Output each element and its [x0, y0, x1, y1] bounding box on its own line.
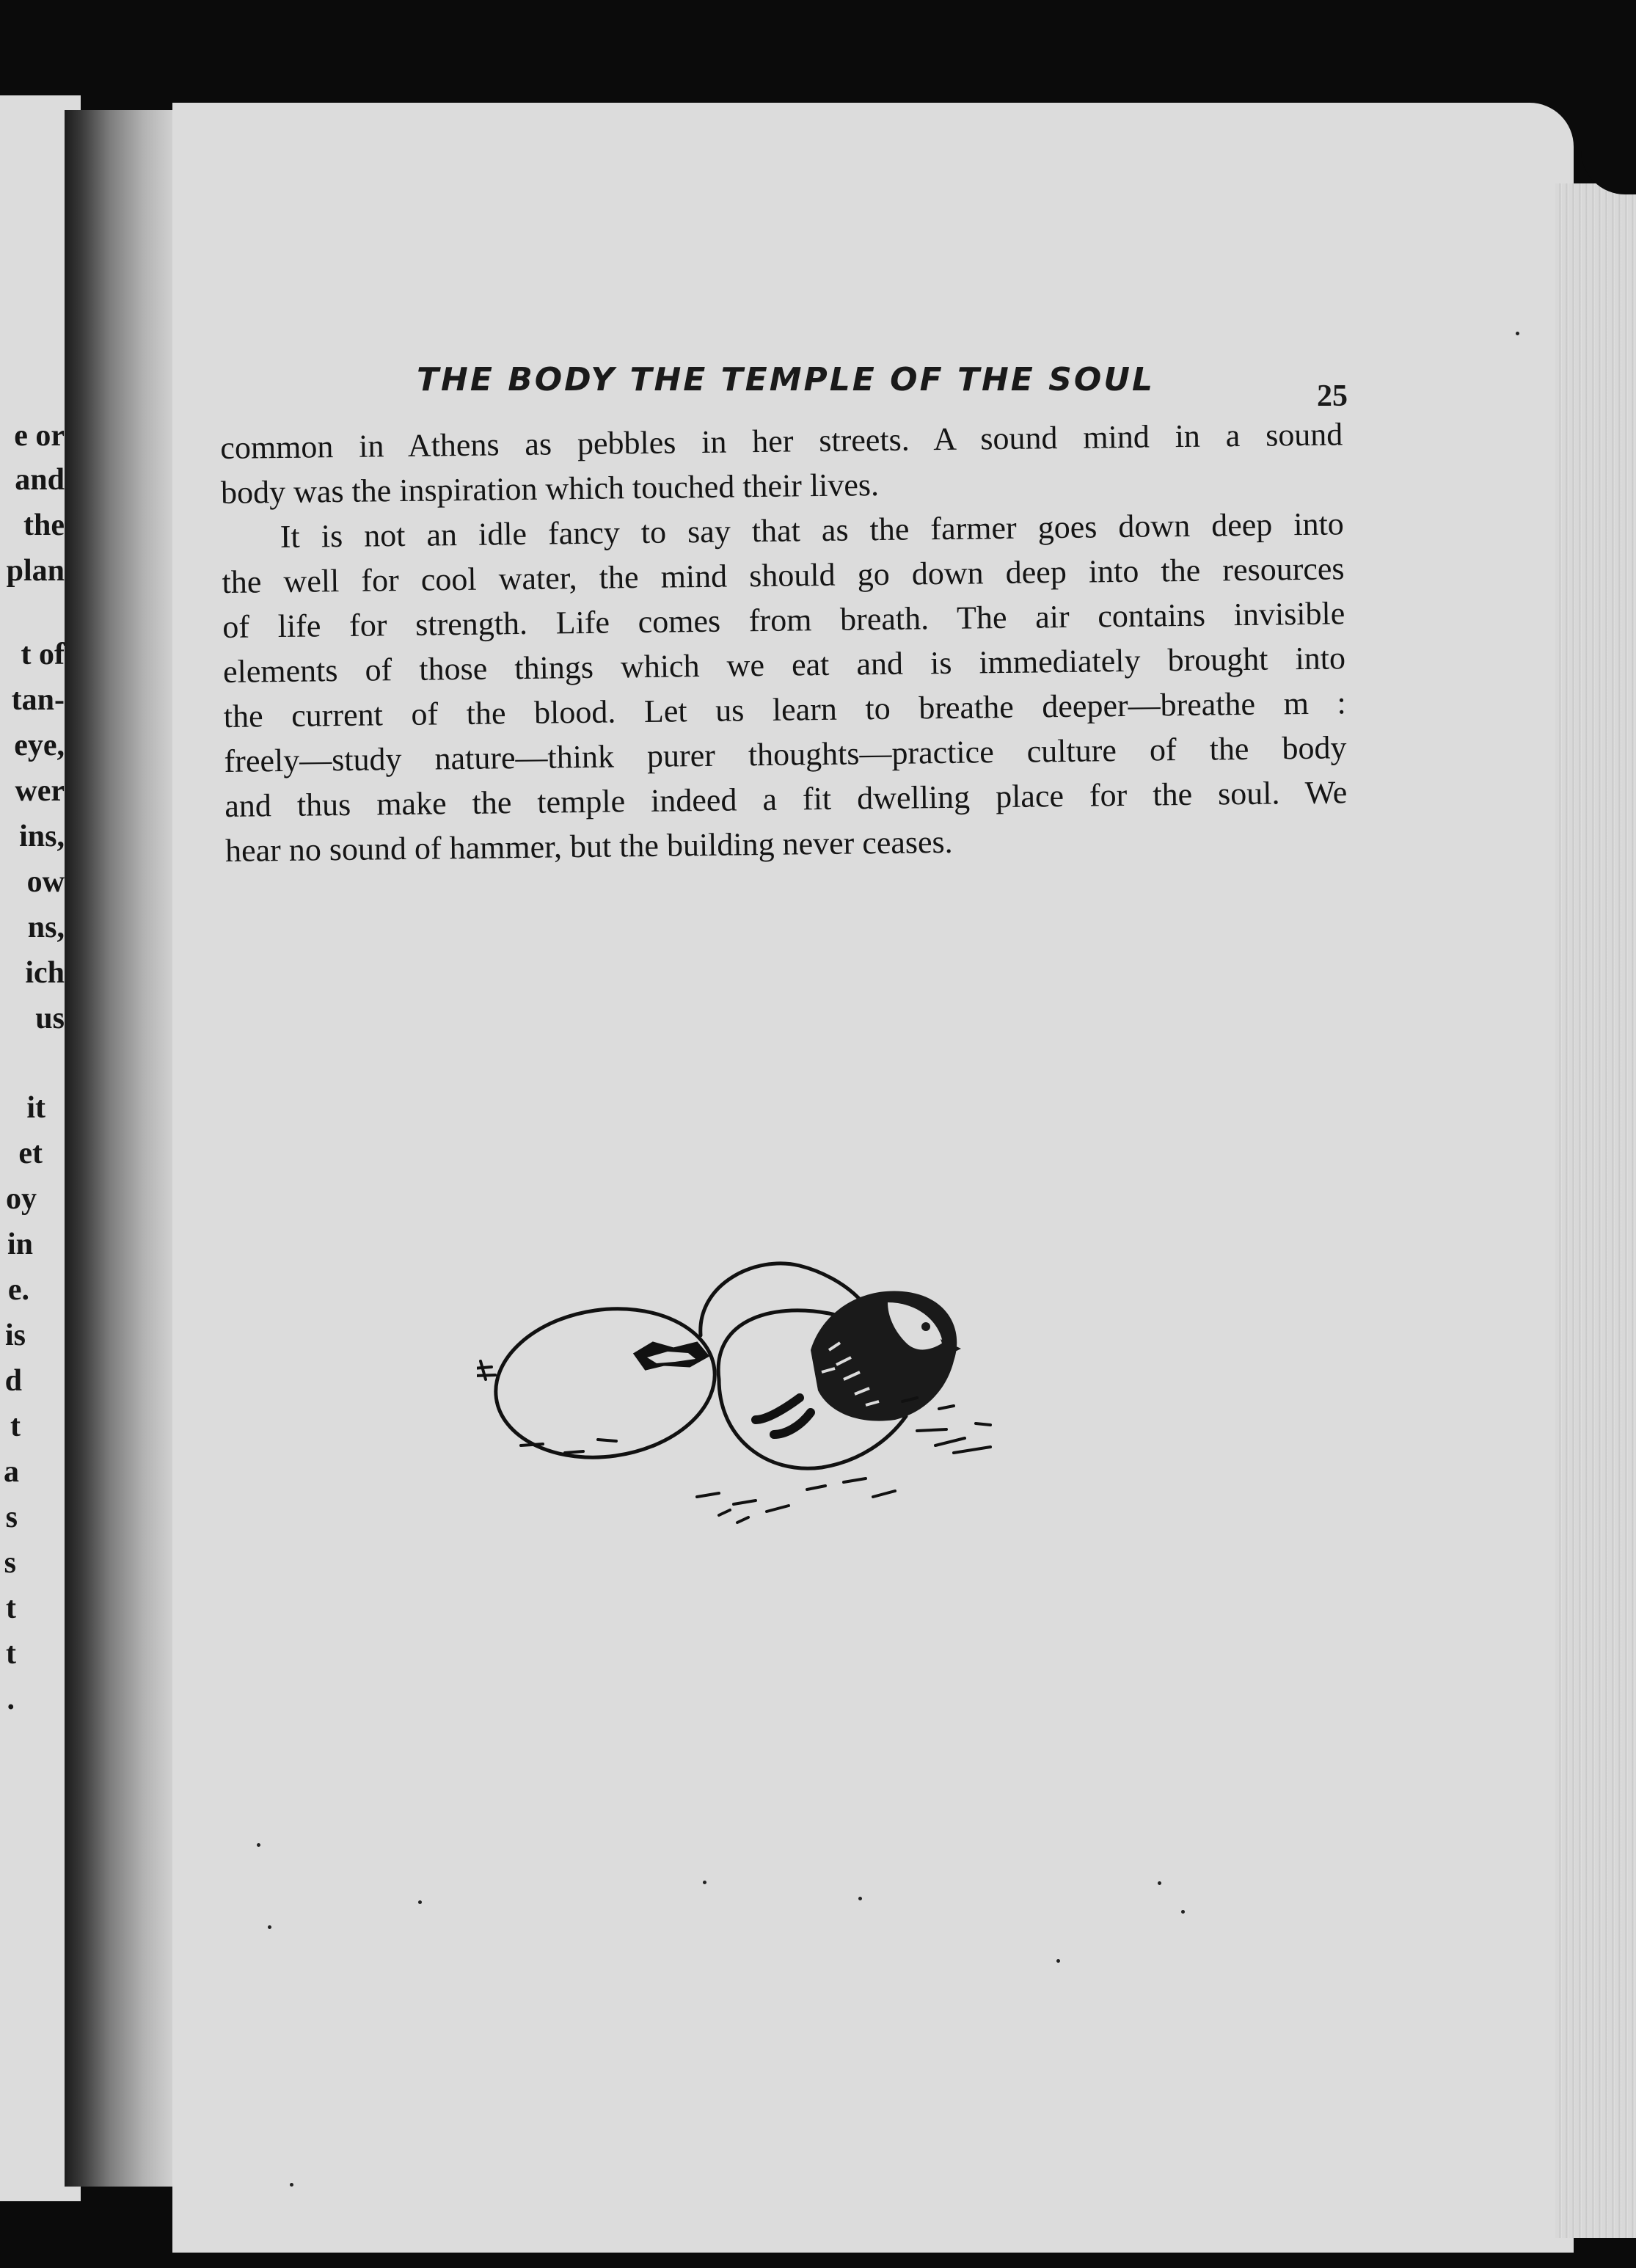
paragraph: [220, 412, 1343, 515]
facing-page-text: .: [7, 1682, 15, 1716]
facing-page-text: s: [4, 1546, 16, 1580]
speck: [418, 1900, 422, 1904]
facing-page-text: a: [4, 1455, 19, 1489]
running-head: THE BODY THE TEMPLE OF THE SOUL: [417, 361, 1155, 398]
facing-page-text: tan-: [11, 683, 65, 717]
facing-page-text: ich: [25, 956, 65, 990]
speck: [1516, 332, 1519, 335]
body-text: [220, 412, 1348, 873]
speck: [290, 2183, 293, 2187]
text-line: hear no sound of hammer, but the building never ceases.: [224, 823, 953, 869]
facing-page-text: s: [5, 1501, 18, 1534]
book-gutter-shadow: [65, 110, 178, 2187]
text-line: the current of the blood. Let us learn to breathe deeper—breathe m :: [223, 685, 1347, 734]
speck: [1158, 1881, 1161, 1885]
facing-page-text: et: [18, 1137, 43, 1170]
text-line: freely—study nature—think purer thoughts—practice culture of the body: [224, 729, 1347, 779]
page-edges: [1555, 183, 1636, 2238]
facing-page-text: t: [10, 1410, 21, 1443]
facing-page-text: t: [6, 1637, 16, 1671]
text-line: and thus make the temple indeed a fit dwelling place for the soul. We: [224, 774, 1348, 824]
facing-page-text: t of: [21, 638, 65, 671]
speck: [703, 1881, 706, 1884]
text-line: elements of those things which we eat and is immediately brought into: [222, 640, 1346, 690]
speck: [858, 1897, 862, 1900]
facing-page-text: and: [15, 463, 65, 497]
facing-page-text: us: [35, 1002, 65, 1035]
facing-page-text: t: [6, 1591, 16, 1625]
facing-page-text: ins,: [19, 820, 65, 853]
text-line: It is not an idle fancy to say that as the farmer goes down deep into: [280, 506, 1345, 555]
facing-page-text: eye,: [14, 729, 65, 762]
speck: [268, 1925, 271, 1929]
text-line: common in Athens as pebbles in her streets. A sound mind in a sound: [220, 416, 1343, 466]
facing-page-text: plan: [6, 554, 65, 588]
text-line: of life for strength. Life comes from breath. The air contains invisible: [222, 595, 1345, 645]
facing-page-text: oy: [6, 1182, 37, 1216]
facing-page-text: ow: [26, 865, 65, 899]
speck: [1181, 1910, 1185, 1914]
facing-page-text: is: [4, 1319, 26, 1352]
speck: [257, 1843, 260, 1847]
facing-page-text: in: [7, 1228, 33, 1261]
facing-page-text: d: [4, 1364, 22, 1398]
facing-page-text: e.: [7, 1273, 29, 1307]
text-line: body was the inspiration which touched their lives.: [220, 467, 880, 511]
facing-page-text: the: [23, 508, 65, 542]
page-number: 25: [1317, 379, 1348, 413]
text-line: the well for cool water, the mind should go down deep into the resources: [222, 550, 1345, 600]
paragraph: [221, 501, 1348, 873]
chick-hatching-illustration: [477, 1233, 1042, 1600]
facing-page-text: it: [26, 1091, 45, 1125]
speck: [1056, 1959, 1060, 1963]
facing-page-text: e or: [14, 419, 65, 453]
facing-page-text: wer: [15, 774, 65, 808]
facing-page-text: ns,: [27, 911, 65, 944]
